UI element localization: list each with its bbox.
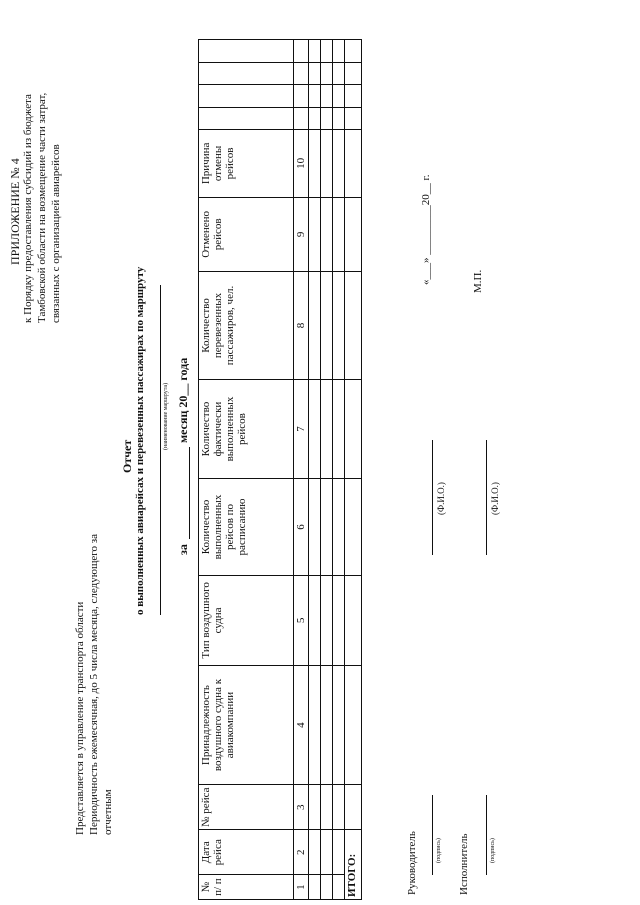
- table-row: [309, 40, 321, 900]
- period-suffix: месяц 20__ года: [176, 357, 190, 443]
- route-caption: (наименование маршрута): [163, 382, 169, 450]
- left-note-line-3: отчетным: [102, 789, 114, 835]
- head-label: Руководитель: [406, 831, 418, 895]
- stamp-label: М.П.: [472, 269, 484, 293]
- total-row: [345, 40, 362, 900]
- col-header-passengers: Количество перевезенных пассажиров, чел.: [199, 271, 294, 379]
- appendix-line-1: к Порядку предоставления субсидий из бюджета: [22, 94, 34, 323]
- column-number: 10: [294, 130, 309, 198]
- extra-column: [199, 40, 294, 63]
- col-header-date: Дата рейса: [199, 830, 294, 875]
- route-name-line: [160, 285, 161, 615]
- column-number: 3: [294, 785, 309, 830]
- report-title: Отчет: [120, 439, 134, 473]
- column-number: 8: [294, 271, 309, 379]
- executor-signature-line: [486, 795, 487, 875]
- head-name-caption: (Ф.И.О.): [436, 482, 446, 515]
- column-number: 4: [294, 665, 309, 784]
- col-header-cancelled: Отменено рейсов: [199, 197, 294, 271]
- col-header-performed: Количество фактически выполненных рейсов: [199, 380, 294, 479]
- col-header-flight: № рейса: [199, 785, 294, 830]
- left-note-line-1: Представляется в управление транспорта области: [74, 601, 86, 835]
- report-subtitle: о выполненных авиарейсах и перевезенных пассажирах по маршруту: [134, 266, 146, 615]
- col-header-cancel-reason: Причина отмены рейсов: [199, 130, 294, 198]
- left-note-line-2: Периодичность ежемесячная, до 5 числа месяца, следующего за: [88, 533, 100, 835]
- column-number: 1: [294, 875, 309, 900]
- table-row: [321, 40, 333, 900]
- column-number: 6: [294, 479, 309, 576]
- extra-column: [199, 107, 294, 130]
- appendix-line-3: связанных с организацией авиарейсов: [50, 144, 62, 323]
- col-header-number: № п/ п: [199, 875, 294, 900]
- executor-name-caption: (Ф.И.О.): [490, 482, 500, 515]
- column-numbers-row: [294, 40, 309, 900]
- column-number: 7: [294, 380, 309, 479]
- head-name-line: [432, 440, 433, 555]
- col-header-aircraft-type: Тип воздушного судна: [199, 575, 294, 665]
- column-number: 2: [294, 830, 309, 875]
- col-header-airline: Принадлежность воздушного судна к авиакомпании: [199, 665, 294, 784]
- executor-name-line: [486, 440, 487, 555]
- executor-label: Исполнитель: [458, 833, 470, 895]
- date-line: «___» _________20__ г.: [420, 174, 432, 285]
- extra-column: [199, 85, 294, 108]
- column-number: 9: [294, 197, 309, 271]
- head-signature-caption: (подпись): [436, 838, 442, 863]
- report-table: [198, 39, 362, 900]
- appendix-title: ПРИЛОЖЕНИЕ № 4: [8, 158, 22, 265]
- executor-signature-caption: (подпись): [490, 838, 496, 863]
- table-row: [333, 40, 345, 900]
- extra-column: [199, 62, 294, 85]
- period-prefix: за: [176, 544, 190, 555]
- appendix-line-2: Тамбовской области на возмещение части затрат,: [36, 92, 48, 323]
- total-label: ИТОГО:: [345, 830, 362, 900]
- period-month-line: [189, 447, 190, 539]
- head-signature-line: [432, 795, 433, 875]
- col-header-scheduled: Количество выполненных рейсов по расписанию: [199, 479, 294, 576]
- column-number: 5: [294, 575, 309, 665]
